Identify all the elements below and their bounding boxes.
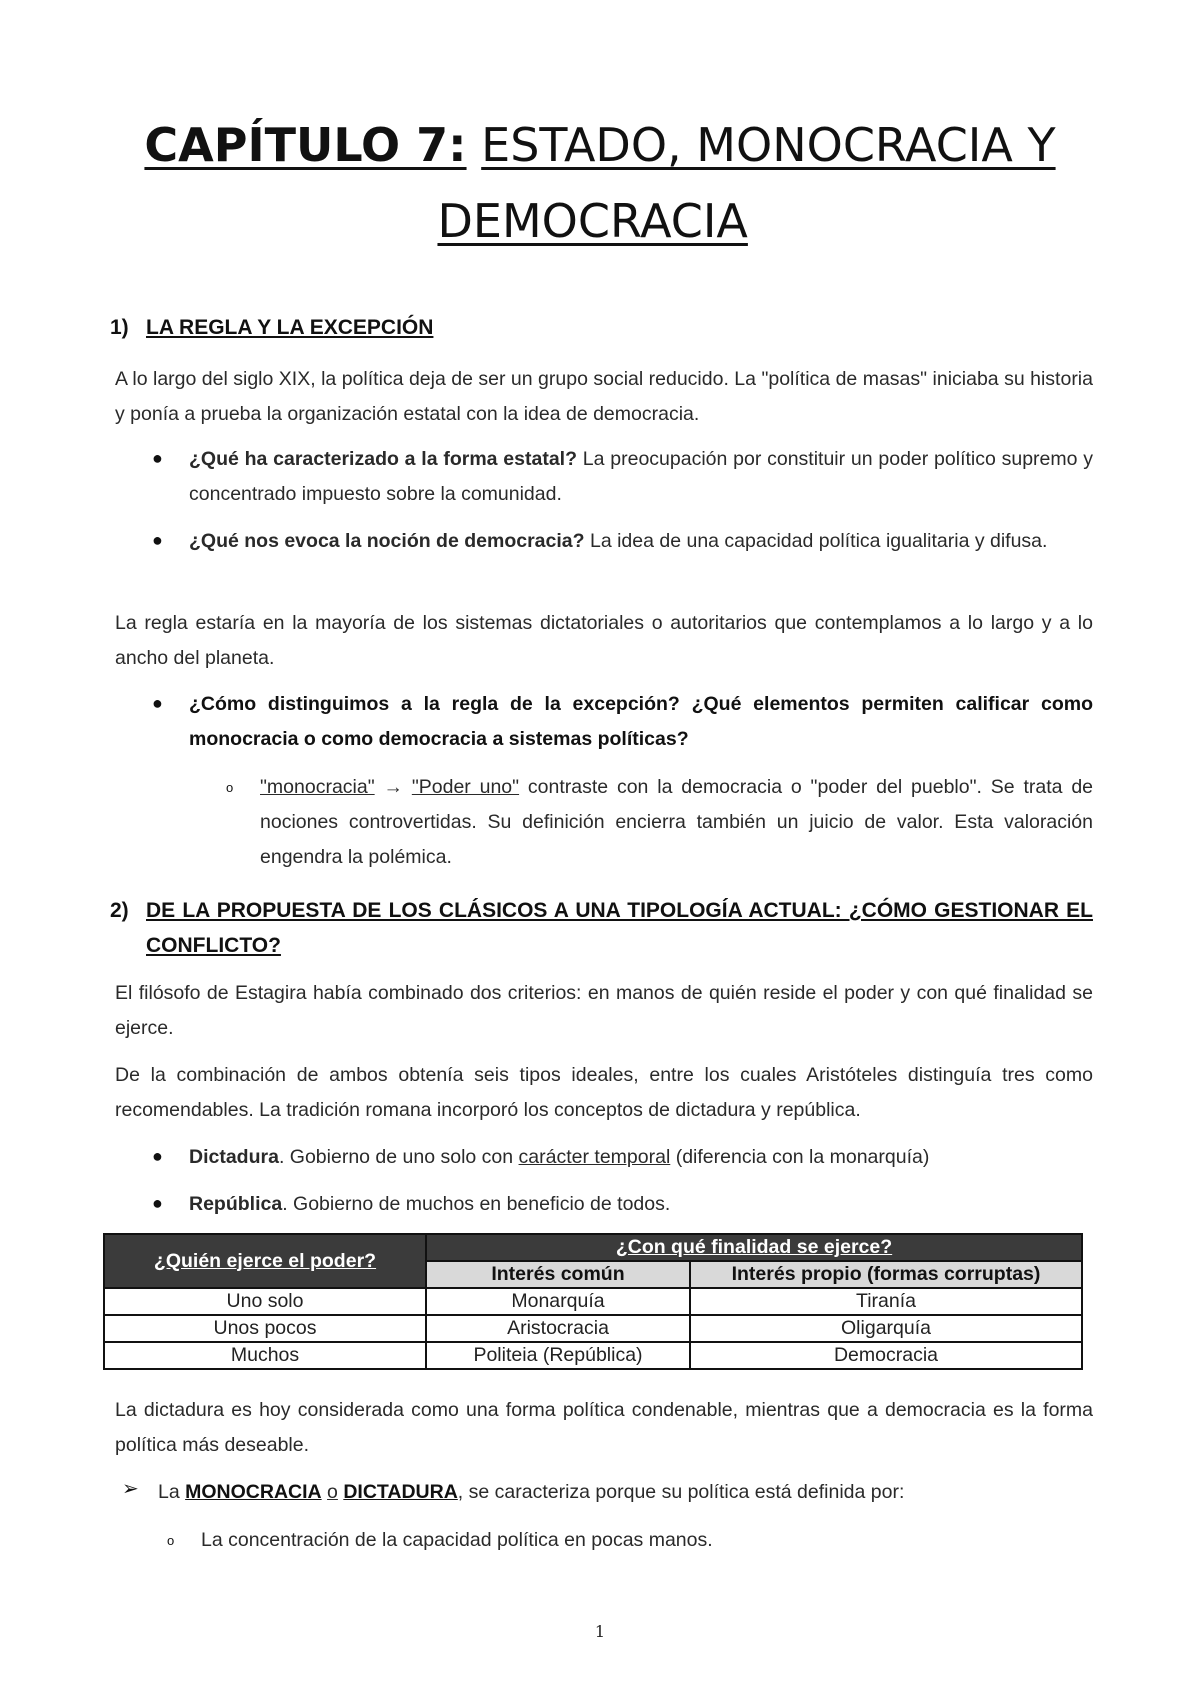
- page-number: 1: [594, 1622, 606, 1641]
- table-cell: Oligarquía: [690, 1315, 1082, 1342]
- term-poder-uno: "Poder uno": [411, 776, 520, 798]
- table-cell: Tiranía: [690, 1288, 1082, 1315]
- term-dictadura: Dictadura: [189, 1146, 279, 1168]
- table-header-row: [104, 1234, 1082, 1261]
- arrowhead-bullet-icon: ➢: [122, 1478, 139, 1500]
- bullet-answer: La preocupación por constituir un poder político supremo y concentrado impuesto sobre la comunidad.: [189, 448, 1094, 505]
- section-2-heading: [110, 893, 1093, 963]
- table-header-who: ¿Quién ejerce el poder?: [104, 1234, 426, 1288]
- table-cell: Unos pocos: [104, 1315, 426, 1342]
- section-1-title: LA REGLA Y LA EXCEPCIÓN: [146, 316, 434, 339]
- bullet-icon: ●: [152, 693, 163, 713]
- section-2-number: 2): [110, 899, 129, 922]
- bullet-dictadura: [189, 1140, 1093, 1175]
- section-2-para-1: El filósofo de Estagira había combinado dos criterios: en manos de quién reside el poder y con qué finalidad se ejerce.: [115, 982, 1093, 1039]
- bullet-text: (diferencia con la monarquía): [670, 1146, 930, 1168]
- bullet-item: [189, 442, 1093, 512]
- table-row: [104, 1288, 1082, 1315]
- section-1-intro: A lo largo del siglo XIX, la política deja de ser un grupo social reducido. La "política de masas" iniciaba su historia y ponía a prueba la organización estatal con la idea de democracia.: [115, 368, 1093, 425]
- term-dictadura-bold: DICTADURA: [343, 1481, 458, 1503]
- sub-bullet-icon: o: [167, 1533, 175, 1548]
- section-2-para-2: De la combinación de ambos obtenía seis tipos ideales, entre los cuales Aristóteles distinguía tres como recomendables. La tradición romana incorporó los conceptos de dictadura y república.: [115, 1064, 1093, 1121]
- arrow-icon: →: [383, 776, 403, 798]
- bullet-icon: ●: [152, 1193, 163, 1213]
- definition-text: , se caracteriza porque su política está definida por:: [457, 1481, 905, 1503]
- term-monocracia-bold: MONOCRACIA: [185, 1481, 322, 1503]
- table-subheader-own: Interés propio (formas corruptas): [690, 1261, 1082, 1288]
- bullet-republica: [189, 1187, 1093, 1222]
- chapter-number: CAPÍTULO 7:: [144, 118, 467, 172]
- table-cell: Monarquía: [426, 1288, 690, 1315]
- bullet-text: . Gobierno de uno solo con: [278, 1146, 519, 1168]
- table-header-purpose: ¿Con qué finalidad se ejerce?: [426, 1234, 1082, 1261]
- term-monocracia: "monocracia": [260, 776, 375, 798]
- table-cell: Uno solo: [104, 1288, 426, 1315]
- bullet-icon: ●: [152, 1146, 163, 1166]
- table-row: [104, 1315, 1082, 1342]
- text-o: o: [327, 1481, 338, 1503]
- term-republica: República: [189, 1193, 283, 1215]
- chapter-title-text: ESTADO, MONOCRACIA Y: [481, 118, 1056, 172]
- rule-paragraph: La regla estaría en la mayoría de los sistemas dictatoriales o autoritarios que contemplamos a lo largo y a lo ancho del planeta.: [115, 612, 1093, 669]
- bullet-question-long: ¿Cómo distinguimos a la regla de la excepción? ¿Qué elementos permiten calificar como monocracia o como democracia a sistemas políticas?: [189, 693, 1093, 750]
- section-2-para-3: La dictadura es hoy considerada como una forma política condenable, mientras que a democracia es la forma política más deseable.: [115, 1399, 1093, 1456]
- government-types-table: [103, 1233, 1083, 1370]
- section-2-title: DE LA PROPUESTA DE LOS CLÁSICOS A UNA TIPOLOGÍA ACTUAL: ¿CÓMO GESTIONAR EL CONFLICTO?: [146, 899, 1093, 957]
- table-cell: Muchos: [104, 1342, 426, 1369]
- table-cell: Democracia: [690, 1342, 1082, 1369]
- table-row: [104, 1342, 1082, 1369]
- chapter-title-text-2: DEMOCRACIA: [437, 194, 748, 248]
- chapter-title-line1: [0, 106, 1200, 184]
- bullet-item: [189, 524, 1093, 559]
- monocracia-definition: [158, 1475, 1093, 1510]
- section-1-number: 1): [110, 316, 129, 339]
- table-cell: Politeia (República): [426, 1342, 690, 1369]
- chapter-title-line2: [0, 182, 1200, 260]
- bullet-text: . Gobierno de muchos en beneficio de todos.: [282, 1193, 671, 1215]
- term-caracter-temporal: carácter temporal: [518, 1146, 671, 1168]
- sub-bullet-concentration: La concentración de la capacidad política en pocas manos.: [201, 1529, 713, 1551]
- sub-bullet-item: [260, 770, 1093, 875]
- bullet-icon: ●: [152, 530, 163, 550]
- sub-bullet-icon: o: [226, 780, 234, 795]
- table-cell: Aristocracia: [426, 1315, 690, 1342]
- text-la: La: [158, 1481, 180, 1503]
- bullet-question: ¿Qué ha caracterizado a la forma estatal?: [189, 448, 577, 470]
- section-1-heading: [110, 316, 433, 340]
- sub-bullet-text: contraste con la democracia o "poder del pueblo". Se trata de nociones controvertidas. Su definición encierra también un juicio de valor. Esta valoración engendra la polémica.: [260, 776, 1094, 868]
- bullet-answer: La idea de una capacidad política igualitaria y difusa.: [589, 530, 1048, 552]
- bullet-question: ¿Qué nos evoca la noción de democracia?: [189, 530, 585, 552]
- table-subheader-common: Interés común: [426, 1261, 690, 1288]
- bullet-icon: ●: [152, 448, 163, 468]
